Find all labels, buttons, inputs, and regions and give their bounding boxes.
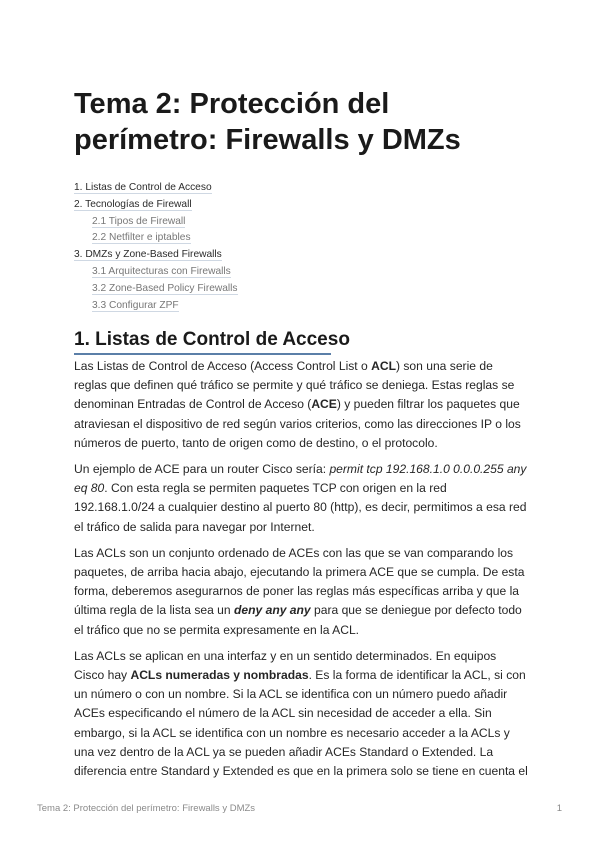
text-run: . Es la forma de identificar la ACL, si con un número o con un nombre. Si la ACL se identifica con un número puedo añadir ACEs especificando el número de la ACL sin necesidad de acceder a ella. Sin embargo, si la ACL se identifica con un nombre es necesario acceder a la ACLs y una vez dentro de la ACL ya se pueden añadir ACEs Standard o Extended. La diferencia entre Standard y Extended es que en la primera solo se tiene en cuenta el [74,668,528,779]
paragraph [74,357,529,453]
text-run: Las Listas de Control de Acceso (Access Control List o [74,359,372,373]
heading-underline [74,353,331,355]
toc-subitem[interactable] [74,214,238,231]
paragraph [74,647,529,781]
toc-link[interactable]: 3. DMZs y Zone-Based Firewalls [74,249,222,261]
paragraph [74,460,529,537]
text-run: Las ACLs se aplican en una interfaz y en un sentido determinados. En equipos Cisco hay [74,648,497,683]
toc-subitem[interactable] [74,230,238,247]
page-title: Tema 2: Protección del perímetro: Firewalls y DMZs [74,88,461,156]
toc-link[interactable]: 3.3 Configurar ZPF [92,299,179,311]
toc-link[interactable]: 1. Listas de Control de Acceso [74,182,212,193]
toc-item[interactable] [74,247,238,264]
toc-link[interactable]: 3.2 Zone-Based Policy Firewalls [92,282,238,294]
bold-term: ACL [371,359,396,373]
table-of-contents [74,180,238,314]
text-run: ) son una serie de reglas que definen qué tráfico se permite y qué tráfico se deniega. Estas reglas se denominan Entradas de Control de Acceso ( [74,359,515,412]
bold-term: ACLs numeradas y nombradas [130,668,309,683]
section-body [74,357,529,788]
toc-link[interactable]: 2.1 Tipos de Firewall [92,215,186,227]
text-run: . Con esta regla se permiten paquetes TCP con origen en la red 192.168.1.0/24 a cualquier destino al puerto 80 (http), es decir, permitimos a esa red el tráfico de salida para navegar por Internet. [74,481,527,534]
toc-item[interactable] [74,180,238,197]
toc-subitem[interactable] [74,298,238,315]
bold-term: ACE [311,397,337,412]
text-run: para que se deniegue por defecto todo el tráfico que no se permita expresamente en la ACL. [74,603,522,637]
toc-item[interactable] [74,197,238,214]
text-run: Las ACLs son un conjunto ordenado de ACEs con las que se van comparando los paquetes, de arriba hacia abajo, ejecutando la primera ACE que se cumpla. De esta forma, deberemos asegurarnos de poner las reglas más específicas arriba y que la última regla de la lista sea un [74,545,525,618]
italic-example: permit tcp 192.168.1.0 0.0.0.255 any eq 80 [74,462,527,496]
toc-subitem[interactable] [74,264,238,281]
paragraph [74,544,529,640]
text-run: ) y pueden filtrar los paquetes que atraviesan el dispositivo de red según varios criterios, como las direcciones IP o los números de puerto, tanto de origen como de destino, o el protocolo. [74,397,521,450]
bold-italic-term: deny any any [234,603,311,618]
section-heading-text: 1. Listas de Control de Acceso [74,329,350,350]
toc-link[interactable]: 2.2 Netfilter e iptables [92,232,191,244]
footer-title: Tema 2: Protección del perímetro: Firewalls y DMZs [37,803,256,814]
page-number: 1 [556,803,562,814]
text-run: Un ejemplo de ACE para un router Cisco sería: [74,462,330,477]
toc-link[interactable]: 3.1 Arquitecturas con Firewalls [92,265,231,277]
section-heading [74,327,350,355]
toc-subitem[interactable] [74,281,238,298]
toc-link[interactable]: 2. Tecnologías de Firewall [74,198,192,210]
